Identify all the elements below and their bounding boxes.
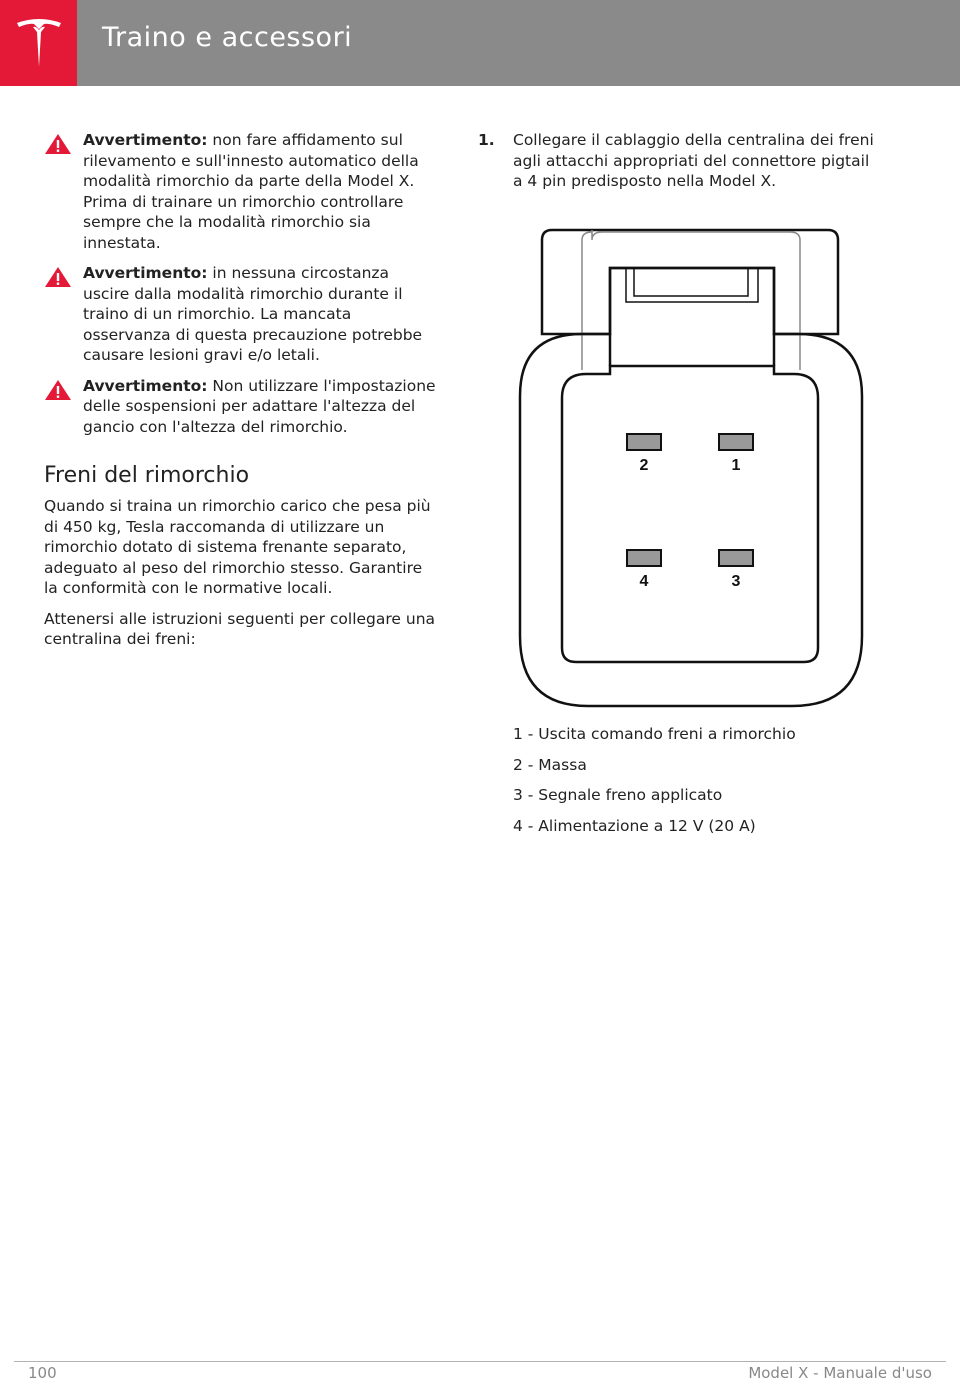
legend-item: 1 - Uscita comando freni a rimorchio: [513, 725, 796, 743]
legend-item: 4 - Alimentazione a 12 V (20 A): [513, 816, 756, 835]
connector-diagram: [516, 226, 864, 710]
connector-outer-tab: [542, 230, 838, 334]
legend-item: 2 - Massa: [513, 755, 587, 774]
pin-3: [719, 550, 753, 566]
left-column: [44, 130, 436, 660]
pin-label-4: 4: [639, 573, 649, 590]
warning-label: Avvertimento:: [83, 131, 208, 149]
section-title: Freni del rimorchio: [44, 463, 250, 488]
warning-text: non fare affidamento sul rilevamento e sull'innesto automatico della modalità rimorchio da parte della Model X. Prima di trainare un rimorchio controllare sempre che la modalità rimorchio sia innestata.: [83, 131, 419, 252]
warning-text: in nessuna circostanza uscire dalla modalità rimorchio durante il traino di un rimorchio. La mancata osservanza di questa precauzione potrebbe causare lesioni gravi e/o letali.: [83, 264, 423, 364]
manual-title: Model X - Manuale d'uso: [748, 1364, 932, 1382]
section-paragraph: Quando si traina un rimorchio carico che pesa più di 450 kg, Tesla raccomanda di utilizzare un rimorchio dotato di sistema frenante separato, adeguato al peso del rimorchio stesso. Garantire la conformità con le normative locali.: [44, 497, 431, 597]
pin-legend: [513, 724, 796, 846]
step-text: Collegare il cablaggio della centralina dei freni agli attacchi appropriati del connettore pigtail a 4 pin predisposto nella Model X.: [513, 131, 874, 190]
step-1: [478, 130, 878, 192]
legend-item: 3 - Segnale freno applicato: [513, 786, 723, 804]
page-header: [0, 0, 960, 86]
pin-2: [627, 434, 661, 450]
step-number: 1.: [478, 131, 495, 149]
warning-text: Non utilizzare l'impostazione delle sospensioni per adattare l'altezza del gancio con l'altezza del rimorchio.: [83, 376, 436, 436]
pin-label-2: 2: [639, 457, 649, 474]
pin-4: [627, 550, 661, 566]
tesla-logo-icon: [14, 17, 64, 69]
right-column: [478, 130, 878, 192]
pin-label-1: 1: [731, 457, 741, 474]
latch-window: [626, 268, 758, 302]
warning-triangle-icon: [44, 133, 72, 155]
footer-divider: [14, 1361, 946, 1362]
warning-triangle-icon: [44, 379, 72, 401]
tesla-logo: [0, 0, 77, 86]
connector-cavity: [562, 366, 818, 662]
warning-3: [44, 376, 436, 438]
warning-label: Avvertimento:: [83, 264, 208, 282]
warning-2: [44, 263, 436, 366]
warning-label: Avvertimento:: [83, 376, 208, 395]
pin-1: [719, 434, 753, 450]
page-number: 100: [28, 1364, 57, 1382]
page-title: Traino e accessori: [102, 22, 353, 53]
pin-label-3: 3: [731, 573, 741, 590]
warning-1: [44, 130, 436, 253]
warning-triangle-icon: [44, 266, 72, 288]
section-paragraph: Attenersi alle istruzioni seguenti per collegare una centralina dei freni:: [44, 609, 436, 648]
